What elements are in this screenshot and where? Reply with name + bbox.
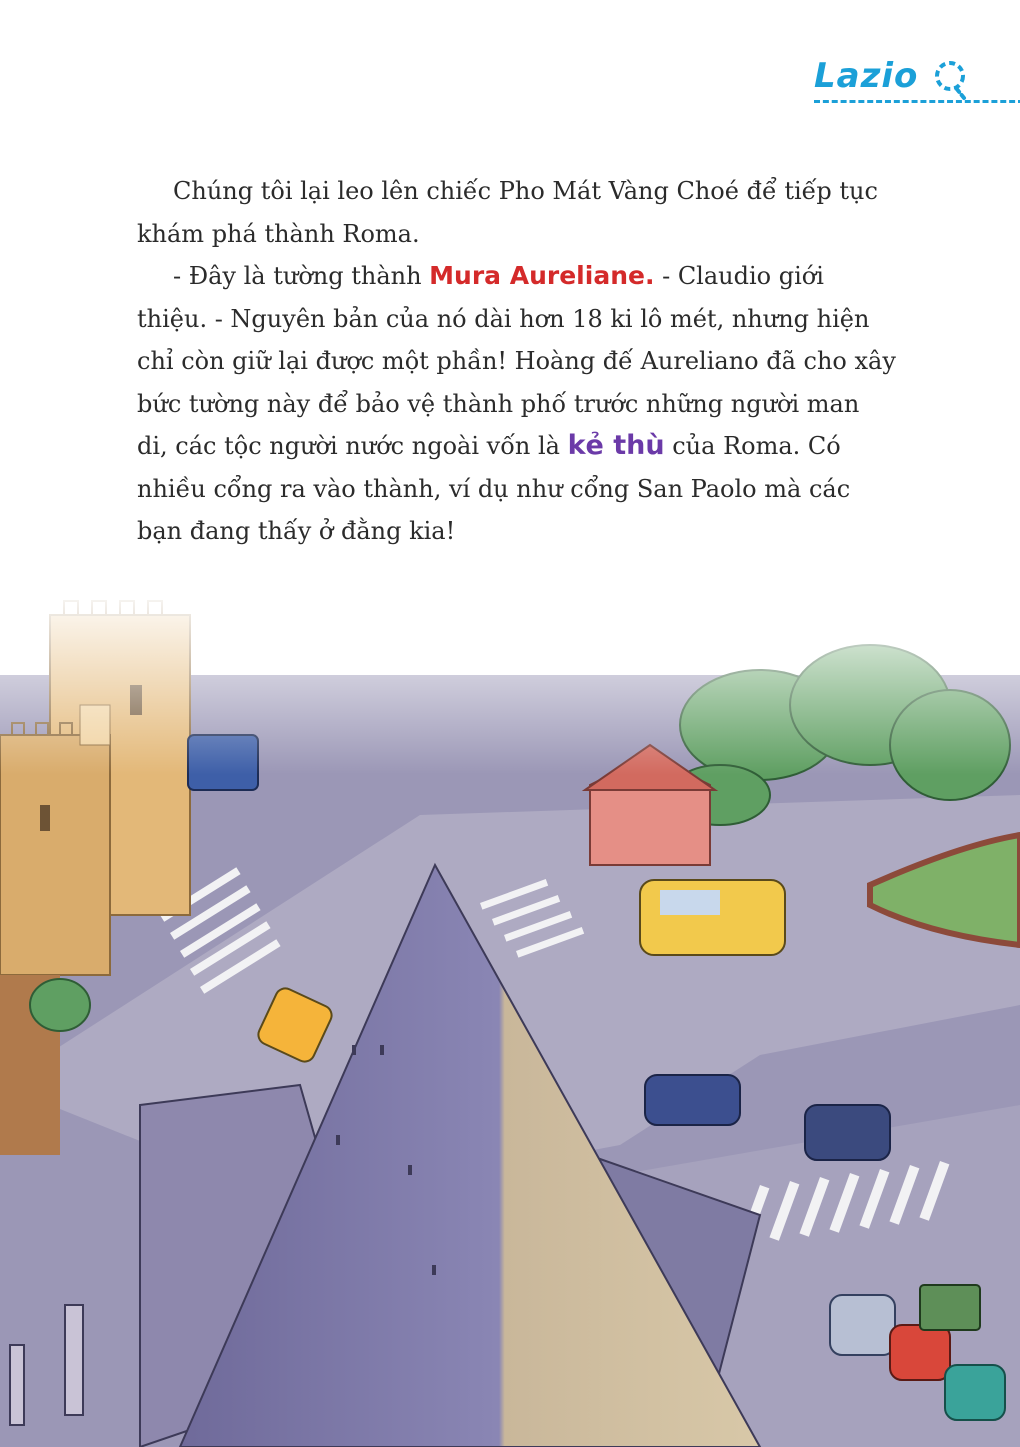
map-pin-icon	[930, 58, 976, 102]
section-label: Lazio	[814, 56, 919, 96]
city-illustration	[0, 585, 1020, 1447]
highlight-mura-aureliane: Mura Aureliane.	[429, 261, 655, 290]
highlight-enemy: kẻ thù	[567, 430, 665, 461]
header-dashed-line	[814, 100, 1020, 103]
sky-fade	[0, 585, 1020, 1447]
story-text	[137, 170, 897, 553]
paragraph-2-part-c: của Roma. Có nhiều cổng ra vào thành, ví dụ như cổng San Paolo mà các bạn đang thấy ở đằng kia!	[137, 432, 851, 545]
paragraph-2-part-a: - Đây là tường thành	[173, 262, 430, 290]
paragraph-1: Chúng tôi lại leo lên chiếc Pho Mát Vàng Choé để tiếp tục khám phá thành Roma.	[137, 177, 878, 248]
paragraph-2	[137, 255, 897, 553]
section-header	[780, 50, 1020, 120]
paragraph-2-part-b: - Claudio giới thiệu. - Nguyên bản của nó dài hơn 18 ki lô mét, nhưng hiện chỉ còn giữ lại được một phần! Hoàng đế Aureliano đã cho xây bức tường này để bảo vệ thành phố trước những người man di, các tộc người nước ngoài vốn là	[137, 262, 896, 460]
